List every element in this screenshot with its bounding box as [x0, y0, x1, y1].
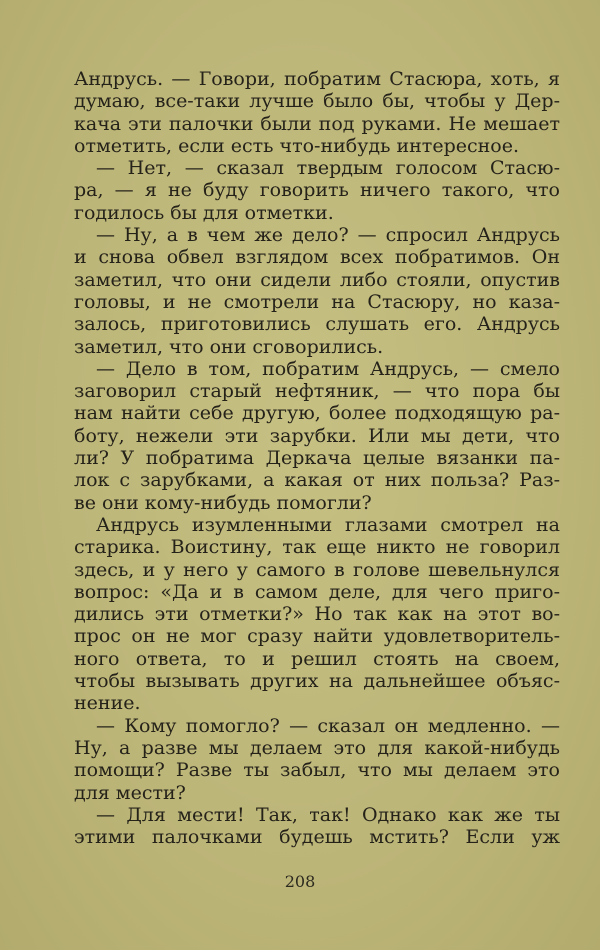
text-line: боту, нежели эти зарубки. Или мы дети, что [74, 424, 560, 447]
text-line: помощи? Разве ты забыл, что мы делаем это [74, 759, 560, 782]
text-line: лок с зарубками, а какая от них польза? Раз- [74, 469, 560, 492]
text-line: — Нет, — сказал твердым голосом Стасю- [96, 157, 560, 180]
text-line: ли? У побратима Деркача целые вязанки па- [74, 447, 560, 470]
page-number: 208 [284, 872, 316, 891]
text-line: здесь, и у него у самого в голове шевельнулся [74, 558, 560, 581]
text-line: старика. Воистину, так еще никто не говорил [74, 536, 560, 559]
text-line: — Кому помогло? — сказал он медленно. — [96, 714, 560, 737]
text-line: ра, — я не буду говорить ничего такого, что [74, 179, 560, 202]
text-line: нение. [74, 692, 141, 715]
text-line: нам найти себе другую, более подходящую ра- [74, 402, 560, 425]
text-line: и снова обвел взглядом всех побратимов. Он [74, 246, 560, 269]
text-line: заговорил старый нефтяник, — что пора бы [74, 380, 560, 403]
text-line: годилось бы для отметки. [74, 201, 334, 224]
text-line: Ну, а разве мы делаем это для какой-нибудь [74, 736, 560, 759]
text-line: заметил, что они сидели либо стояли, опустив [74, 268, 560, 291]
text-line: — Дело в том, побратим Андрусь, — смело [96, 357, 560, 380]
text-line: заметил, что они сговорились. [74, 335, 384, 358]
text-line: — Ну, а в чем же дело? — спросил Андрусь [96, 224, 560, 247]
text-line: этими палочками будешь мстить? Если уж [74, 826, 560, 849]
text-line: ве они кому-нибудь помогли? [74, 491, 372, 514]
text-line: для мести? [74, 781, 186, 804]
text-line: чтобы вызывать других на дальнейшее объяс- [74, 670, 560, 693]
text-line: отметить, если есть что-нибудь интересное. [74, 134, 519, 157]
text-line: Андрусь изумленными глазами смотрел на [96, 513, 560, 536]
text-line: дились эти отметки?» Но так как на этот во- [74, 603, 560, 626]
text-line: головы, и не смотрели на Стасюру, но каза- [74, 290, 560, 313]
text-line: вопрос: «Да и в самом деле, для чего приго- [74, 580, 560, 603]
text-line: думаю, все-таки лучше было бы, чтобы у Дер- [74, 90, 560, 113]
body-text [74, 68, 560, 848]
text-line: ного ответа, то и решил стоять на своем, [74, 647, 560, 670]
text-line: Андрусь. — Говори, побратим Стасюра, хоть, я [74, 68, 560, 90]
text-line: кача эти палочки были под руками. Не мешает [74, 112, 560, 135]
text-line: прос он не мог сразу найти удовлетворитель- [74, 625, 560, 648]
text-line: залось, приготовились слушать его. Андрусь [74, 313, 560, 336]
text-line: — Для мести! Так, так! Однако как же ты [96, 803, 560, 826]
